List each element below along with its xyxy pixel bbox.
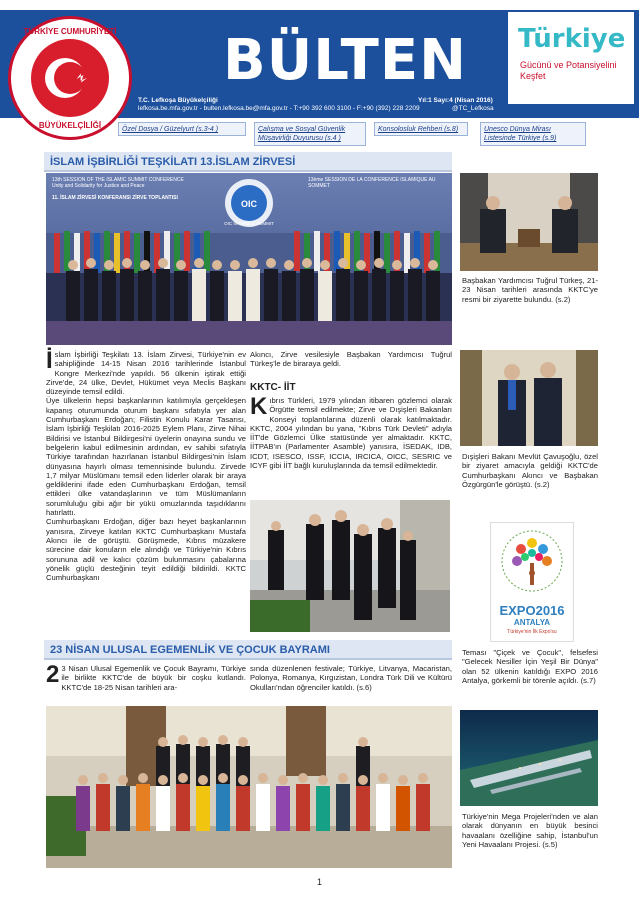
paragraph: Üye ülkelerin hepsi başkanlarının katılımıyla gerçekleşen kapanış oturumunda oturum başkanı sıfatıyla yer alan Cumhurbaşkanı Erdoğan; Filistin Konulu Karar Tasarısı, İslam İşbirliği Teşkilatı 2016-2025 Eylem Planı, Zirve Nihai Bildirisi ve İstanbul Bildirgesi'ni üyelerin onayına sundu ve belgelerin kabul edilmesinin ardından, ev sahibi sıfatıyla Türkiye tarafından hazırlanan İstanbul Bildirgesi'nin İslam dünyasına hayırlı olması temennisinde bulundu. Zirvede 1,7 milyar Müslümanı temsil eden liderler olarak bir araya geldiklerini ifade eden Cumhurbaşkanı Erdoğan, temsil ettikleri ülke vatandaşlarının ve tüm Müslümanların sorumluluğu gibi ağır bir yükü omuzlarında taşıdıklarını hatırlattı. — [46, 396, 246, 518]
seal-top-text: TÜRKİYE CUMHURİYETİ — [23, 27, 117, 36]
crescent-star-icon — [31, 39, 109, 117]
kktc-heading: KKTC- İİT — [250, 382, 296, 393]
embassy-seal — [8, 16, 132, 140]
nav-item-unesco[interactable]: Unesco Dünya Mirası Listesinde Türkiye (s.9) — [480, 122, 586, 146]
section-heading-23-nisan — [44, 640, 452, 660]
section-title: İSLAM İŞBİRLİĞİ TEŞKİLATI 13.İSLAM ZİRVESİ — [50, 156, 296, 168]
new-airport-photo — [460, 710, 598, 806]
twitter-handle[interactable]: @TC_Lefkosa — [452, 105, 494, 112]
embassy-name: T.C. Lefkoşa Büyükelçiliği — [138, 97, 218, 104]
section-title: 23 NİSAN ULUSAL EGEMENLİK VE ÇOCUK BAYRAMI — [50, 644, 330, 656]
expo-logo-city: ANTALYA — [513, 618, 551, 627]
23-nisan-text-right: sında düzenlenen festivale; Türkiye, Litvanya, Macaristan, Polonya, Romanya, Kırgızistan, Londra Türk Dili ve Kültürü Okulları'ndan öğrenciler katıldı. (s.6) — [250, 664, 452, 692]
drop-cap: 2 — [46, 661, 60, 688]
newsletter-title: BÜLTEN — [223, 28, 467, 93]
sidebar-caption-3: Teması "Çiçek ve Çocuk", felsefesi "Gelecek Nesiller İçin Yeşil Bir Dünya" olan 52 ülkenin katıldığı EXPO 2016 Antalya, görkemli bir törenle açıldı. (s.7) — [462, 648, 598, 685]
drop-cap: K — [250, 393, 268, 420]
turkiye-brand-logo — [508, 12, 634, 104]
paragraph: slam İşbirliği Teşkilatı 13. İslam Zirvesi, Türkiye'nin ev sahipliğinde 14-15 Nisan 2016 tarihlerinde İstanbul Kongre Merkezi'nde yapıldı. 56 ülkenin iştirak ettiği Zirve'de, 24 ülke, Devlet, Hükümet veya Meclis Başkanı düzeyinde temsil edildi. — [46, 350, 246, 397]
section-heading-islam-zirvesi — [44, 152, 452, 172]
flag-emblem — [31, 39, 109, 117]
brand-subtitle: Gücünü ve Potansiyelini Keşfet — [520, 60, 617, 81]
brand-title: Türkiye — [518, 24, 626, 54]
summit-group-photo — [46, 173, 452, 345]
oic-logo-label: OIC ISTANBUL SUMMIT — [224, 221, 274, 226]
seal-bottom-text: BÜYÜKELÇİLİĞİ — [38, 121, 102, 130]
23-nisan-text-left: 2 3 Nisan Ulusal Egemenlik ve Çocuk Bayramı, Türkiye ile birlikte KKTC'de de büyük bir coşku kutlandı. KKTC'de 18-25 Nisan tarihleri ara- — [46, 661, 246, 692]
nav-item-konsolosluk[interactable]: Konsolosluk Rehberi (s.8) — [374, 122, 468, 136]
paragraph: Akıncı, Zirve vesilesiyle Başbakan Yardımcısı Tuğrul Türkeş'le de biraraya geldi. — [250, 350, 452, 369]
nav-item-calisma[interactable]: Çalışma ve Sosyal Güvenlik Müşavirliği Duyurusu (s.4 ) — [254, 122, 366, 146]
banner-left: 13th SESSION OF THE ISLAMIC SUMMIT CONFERENCE Unity and Solidarity for Justice and Peace 11. İSLAM ZİRVESİ KONFERANSI ZİRVE TOPLANTISI — [52, 177, 184, 201]
kktc-text: Kıbrıs Türkleri, 1979 yılından itibaren gözlemci olarak Örgütte temsil edilmekte; Zirve ve Dışişleri Bakanları Konseyi toplantılarına düzenli olarak katılmaktadır. KKTC, 2004 yılından bu yana, "Kıbrıs Türk Devleti" adıyla İİT'de Gözlemci Ülke statüsünde yer almaktadır. KKTC, İİTPAB'ın (Parlamenter Asamble) yanısıra, İSEDAK, IDB, ICDT, ISESCO, ISSF, ICCIA, IRCICA, OICC, SESRIC ve ICYF gibi İİT bağlı kuruluşlarında da temsil edilmektedir. — [250, 393, 452, 471]
page-number: 1 — [316, 877, 322, 887]
article-column-left — [46, 347, 246, 583]
turkes-visit-photo — [460, 173, 598, 271]
sidebar-caption-4: Türkiye'nin Mega Projeleri'nden ve alan olarak dünyanın en büyük besinci havaalanı özelliğine sahip, İstanbul'un Yeni Havaalanı Projesi. (s.5) — [462, 812, 598, 849]
paragraph: Cumhurbaşkanı Erdoğan, diğer bazı heyet başkanlarının yanısıra, Zirveye katılan KKTC Cumhurbaşkanı Mustafa Akıncı ile de görüştü. Görüşmede, Kıbrıs müzakere sürecine dair konuların ele alındığı ve Türkiye'nin Kıbrıs sorununa adil ve kalıcı çözüm bulunmasını çabalarına yönelik güçlü desteğinin teyit edildiği bildirildi. KKTC Cumhurbaşkanı — [46, 517, 246, 583]
erdogan-akinci-photo — [250, 500, 450, 632]
sidebar-caption-1: Başbakan Yardımcısı Tuğrul Türkeş, 21-23 Nisan tarihleri arasında KKTC'ye resmi bir ziyarette bulundu. (s.2) — [462, 276, 598, 304]
expo-2016-logo — [490, 522, 574, 642]
banner-right: 13ème SESSION DE LA CONFERENCE ISLAMIQUE AU SOMMET — [308, 177, 436, 189]
expo-logo-tagline: Türkiye'nin İlk Expo'su — [507, 629, 557, 635]
drop-cap: İ — [46, 347, 53, 374]
issue-info: Yıl:1 Sayı:4 (Nisan 2016) — [418, 97, 493, 104]
children-festival-photo — [46, 706, 452, 868]
cavusoglu-photo — [460, 350, 598, 446]
expo-logo-title: EXPO2016 — [499, 603, 565, 618]
svg-text:OIC: OIC — [240, 199, 258, 209]
contact-info[interactable]: lefkosa.be.mfa.gov.tr - bulten.lefkosa.be@mfa.gov.tr - T:+90 392 600 3100 - F:+90 (392) 228 2209 — [138, 105, 420, 112]
sidebar-caption-2: Dışişleri Bakanı Mevlüt Çavuşoğlu, özel bir ziyaret amacıyla geldiği KKTC'de Cumhurbaşkanı Akıncı ve Başbakan Özgürgün'le görüştü. (s.2) — [462, 452, 598, 489]
article-column-right — [250, 350, 452, 369]
nav-item-ozel-dosya[interactable]: Özel Dosya / Güzelyurt (s.3-4 ) — [118, 122, 246, 136]
